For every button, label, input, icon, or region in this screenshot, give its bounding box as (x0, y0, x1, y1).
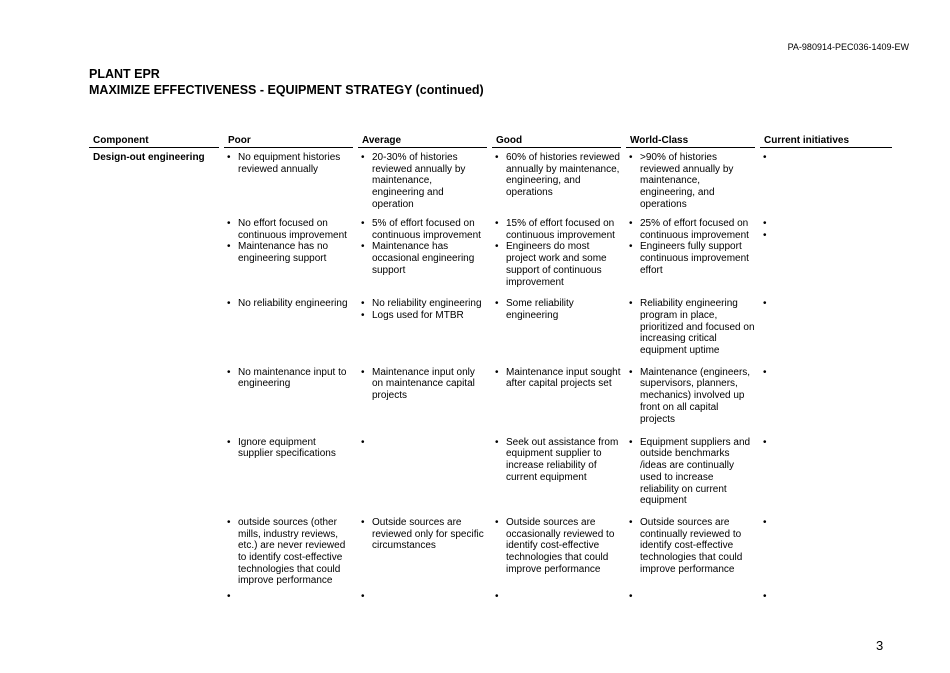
bullet-icon: • (227, 152, 231, 163)
cell-world (626, 507, 755, 587)
bullet-icon: • (227, 436, 231, 448)
bullet-text: 5% of effort focused on continuous improvement (372, 218, 481, 241)
bullet-text: No reliability engineering (372, 298, 482, 310)
bullet-icon: • (227, 516, 231, 528)
cell-current (760, 218, 892, 288)
bullet-item (224, 298, 353, 310)
bullet-icon: • (763, 436, 767, 448)
bullet-icon: • (361, 366, 365, 378)
bullet-item (492, 298, 621, 321)
bullet-icon: • (227, 241, 231, 253)
bullet-icon: • (495, 436, 499, 448)
bullet-icon: • (763, 516, 767, 528)
cell-world (626, 148, 755, 218)
bullet-icon: • (361, 436, 365, 448)
table-row (89, 218, 892, 288)
component-cell: Design-out engineering (93, 152, 205, 163)
bullet-item (224, 241, 353, 264)
bullet-item (492, 591, 621, 603)
bullet-icon: • (763, 218, 767, 229)
bullet-item (760, 152, 892, 164)
header-good: Good (492, 134, 621, 148)
bullet-icon: • (495, 152, 499, 163)
bullet-item (358, 517, 487, 552)
cell-world (626, 427, 755, 507)
bullet-item (358, 437, 487, 449)
bullet-text: 15% of effort focused on continuous improvement (506, 218, 615, 241)
bullet-icon: • (227, 298, 231, 310)
bullet-icon: • (227, 591, 231, 603)
bullet-icon: • (227, 218, 231, 229)
bullet-item (358, 367, 487, 402)
cell-good (492, 357, 621, 427)
bullet-text: Maintenance input only on maintenance capital projects (372, 366, 475, 402)
bullet-text: Some reliability engineering (506, 298, 574, 321)
bullet-text: Engineers do most project work and some support of continuous improvement (506, 241, 607, 288)
bullet-item (760, 230, 892, 242)
bullet-text: Outside sources are reviewed only for specific circumstances (372, 516, 484, 552)
bullet-text: outside sources (other mills, industry reviews, etc.) are never reviewed to identify cost-effective technologies that could improve performance (238, 516, 346, 587)
bullet-icon: • (227, 366, 231, 378)
component-cell (89, 587, 219, 603)
cell-poor (224, 218, 353, 288)
bullet-icon: • (495, 298, 499, 310)
cell-good (492, 218, 621, 288)
header-current-initiatives: Current initiatives (760, 134, 892, 148)
cell-average (358, 148, 487, 218)
bullet-icon: • (495, 516, 499, 528)
bullet-icon: • (495, 366, 499, 378)
cell-world (626, 357, 755, 427)
cell-good (492, 427, 621, 507)
cell-poor (224, 288, 353, 357)
cell-good (492, 587, 621, 603)
header-poor: Poor (224, 134, 353, 148)
bullet-icon: • (763, 229, 767, 241)
header-row (89, 134, 892, 148)
bullet-text: Maintenance has no engineering support (238, 241, 329, 265)
cell-world (626, 288, 755, 357)
bullet-item (358, 310, 487, 322)
bullet-item (224, 517, 353, 587)
bullet-text: No maintenance input to engineering (238, 366, 347, 390)
bullet-icon: • (361, 298, 365, 310)
cell-current (760, 427, 892, 507)
cell-average (358, 218, 487, 288)
cell-average (358, 357, 487, 427)
component-cell (89, 357, 219, 427)
bullet-icon: • (361, 152, 365, 163)
bullet-item (358, 591, 487, 603)
bullet-text: 25% of effort focused on continuous improvement (640, 218, 749, 241)
bullet-text: No reliability engineering (238, 298, 348, 310)
table-row (89, 427, 892, 507)
bullet-icon: • (495, 241, 499, 253)
bullet-icon: • (763, 152, 767, 163)
cell-good (492, 148, 621, 218)
header-average: Average (358, 134, 487, 148)
cell-current (760, 587, 892, 603)
bullet-item (760, 437, 892, 449)
bullet-text: 60% of histories reviewed annually by maintenance, engineering, and operations (506, 152, 620, 199)
bullet-item (358, 152, 487, 211)
bullet-text: Seek out assistance from equipment supplier to increase reliability of current equipment (506, 436, 619, 483)
component-cell (89, 427, 219, 507)
bullet-item (358, 218, 487, 241)
bullet-item (626, 298, 755, 357)
equipment-strategy-table (89, 134, 892, 603)
bullet-item (626, 218, 755, 241)
bullet-icon: • (361, 309, 365, 321)
bullet-item (358, 241, 487, 276)
bullet-item (626, 241, 755, 276)
cell-current (760, 357, 892, 427)
bullet-item (760, 218, 892, 230)
bullet-text: Maintenance (engineers, supervisors, planners, mechanics) involved up front on all capital projects (640, 366, 751, 425)
bullet-item (224, 591, 353, 603)
bullet-item (626, 367, 755, 426)
bullet-item (626, 517, 755, 576)
component-cell (89, 288, 219, 357)
bullet-icon: • (361, 516, 365, 528)
bullet-item (626, 152, 755, 211)
cell-current (760, 507, 892, 587)
bullet-text: 20-30% of histories reviewed annually by maintenance, engineering and operation (372, 152, 466, 210)
bullet-item (224, 367, 353, 390)
cell-good (492, 507, 621, 587)
bullet-item (224, 152, 353, 175)
bullet-item (492, 218, 621, 241)
bullet-icon: • (629, 298, 633, 310)
cell-poor (224, 427, 353, 507)
table-body (89, 148, 892, 603)
bullet-item (760, 517, 892, 529)
bullet-item (492, 517, 621, 576)
title-line-1: PLANT EPR (89, 67, 160, 81)
bullet-icon: • (361, 591, 365, 603)
bullet-icon: • (495, 218, 499, 229)
bullet-item (224, 218, 353, 241)
bullet-icon: • (763, 591, 767, 603)
component-cell (89, 507, 219, 587)
bullet-item (492, 152, 621, 199)
bullet-icon: • (361, 218, 365, 229)
cell-world (626, 587, 755, 603)
bullet-text: Logs used for MTBR (372, 309, 464, 321)
page-title (89, 66, 484, 98)
cell-current (760, 288, 892, 357)
bullet-text: Equipment suppliers and outside benchmarks /ideas are continually used to increase reliability on current equipment (640, 436, 751, 507)
bullet-icon: • (629, 152, 633, 163)
bullet-text: Reliability engineering program in place, prioritized and focused on increasing critical equipment uptime (640, 298, 755, 357)
table-row (89, 587, 892, 603)
bullet-item (492, 241, 621, 288)
bullet-item (760, 367, 892, 379)
bullet-text: Ignore equipment supplier specifications (238, 436, 336, 460)
cell-poor (224, 507, 353, 587)
document-reference: PA-980914-PEC036-1409-EW (787, 42, 909, 52)
header-world-class: World-Class (626, 134, 755, 148)
bullet-icon: • (361, 241, 365, 253)
bullet-icon: • (629, 591, 633, 603)
cell-poor (224, 148, 353, 218)
bullet-text: >90% of histories reviewed annually by maintenance, engineering, and operations (640, 152, 734, 210)
bullet-item (224, 437, 353, 460)
bullet-item (492, 437, 621, 484)
cell-poor (224, 357, 353, 427)
bullet-text: Maintenance has occasional engineering support (372, 241, 475, 276)
bullet-text: Maintenance input sought after capital projects set (506, 366, 621, 390)
cell-good (492, 288, 621, 357)
bullet-icon: • (629, 218, 633, 229)
bullet-text: No effort focused on continuous improvement (238, 218, 347, 241)
table-row (89, 507, 892, 587)
bullet-text: No equipment histories reviewed annually (238, 152, 341, 175)
bullet-icon: • (629, 436, 633, 448)
bullet-icon: • (629, 366, 633, 378)
cell-current (760, 148, 892, 218)
header-component: Component (89, 134, 219, 148)
bullet-icon: • (763, 366, 767, 378)
table-row (89, 288, 892, 357)
cell-world (626, 218, 755, 288)
bullet-item (626, 437, 755, 507)
cell-average (358, 507, 487, 587)
bullet-text: Outside sources are continually reviewed to identify cost-effective technologies that could improve performance (640, 516, 743, 575)
bullet-icon: • (495, 591, 499, 603)
bullet-text: Engineers fully support continuous improvement effort (640, 241, 749, 276)
title-line-2: MAXIMIZE EFFECTIVENESS - EQUIPMENT STRATEGY (continued) (89, 83, 484, 97)
cell-poor (224, 587, 353, 603)
bullet-item (492, 367, 621, 390)
bullet-item (760, 591, 892, 603)
component-cell (89, 218, 219, 288)
table-row (89, 148, 892, 218)
bullet-icon: • (629, 516, 633, 528)
table-row (89, 357, 892, 427)
page-number: 3 (876, 638, 884, 653)
bullet-item (626, 591, 755, 603)
bullet-icon: • (763, 298, 767, 310)
bullet-text: Outside sources are occasionally reviewed to identify cost-effective technologies that could improve performance (506, 516, 615, 575)
cell-average (358, 427, 487, 507)
bullet-item (760, 298, 892, 310)
cell-average (358, 288, 487, 357)
cell-average (358, 587, 487, 603)
bullet-item (358, 298, 487, 310)
bullet-icon: • (629, 241, 633, 253)
